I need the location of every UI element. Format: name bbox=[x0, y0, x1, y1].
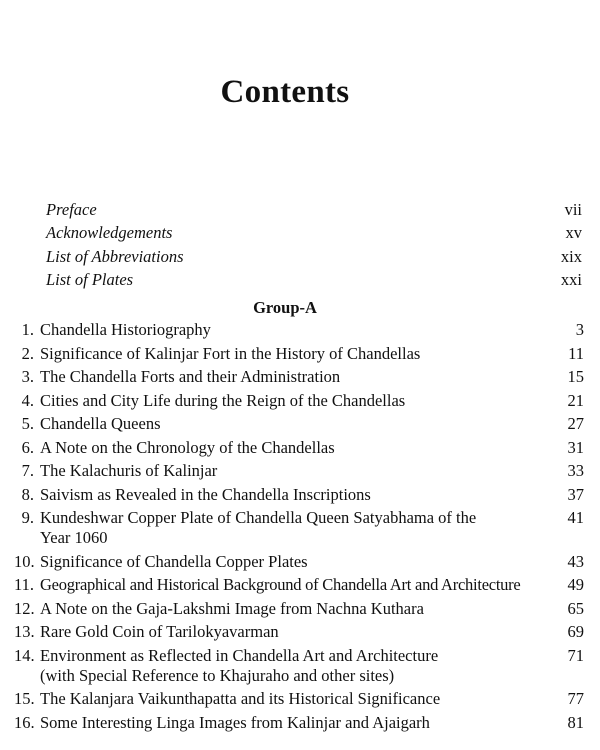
toc-entry-title-line: Environment as Reflected in Chandella Art and Architecture bbox=[40, 645, 439, 665]
front-matter-label: Acknowledgements bbox=[46, 223, 173, 243]
toc-entry bbox=[14, 391, 584, 411]
toc-entry-number: 5. bbox=[21, 414, 34, 433]
front-matter-page: xv bbox=[565, 223, 582, 243]
toc-entry bbox=[14, 508, 584, 548]
toc-entry-number: 16. bbox=[14, 712, 35, 732]
toc-entry-title-line: Rare Gold Coin of Tarilokyavarman bbox=[40, 622, 279, 641]
front-matter-page: vii bbox=[564, 200, 582, 219]
toc-entry bbox=[14, 599, 584, 619]
page-title: Contents bbox=[220, 74, 350, 110]
toc-entry-number: 11. bbox=[14, 575, 35, 594]
toc-entry-title bbox=[40, 485, 584, 505]
toc-entry bbox=[14, 622, 584, 642]
front-matter-label: Preface bbox=[46, 200, 97, 219]
toc-entry-number: 2. bbox=[21, 343, 34, 363]
front-matter-label: List of Abbreviations bbox=[46, 246, 184, 266]
toc-entry bbox=[14, 575, 584, 595]
toc-entry bbox=[14, 646, 584, 686]
toc-entry bbox=[14, 344, 584, 364]
toc-entry bbox=[14, 320, 584, 340]
front-matter-label: List of Plates bbox=[46, 269, 134, 289]
toc-entry-title bbox=[40, 414, 584, 434]
toc-entry-title-line: The Chandella Forts and their Administration bbox=[40, 367, 341, 386]
toc-entry bbox=[14, 414, 584, 434]
toc-entry-number: 1. bbox=[21, 320, 34, 339]
toc-entry-title bbox=[40, 622, 584, 642]
front-matter-item bbox=[46, 223, 582, 246]
toc-entry-title bbox=[40, 391, 584, 411]
toc-entry-page: 81 bbox=[567, 712, 584, 732]
toc-entry-title-line: A Note on the Gaja-Lakshmi Image from Nachna Kuthara bbox=[40, 598, 424, 618]
toc-entry-title bbox=[40, 689, 584, 709]
toc-entry bbox=[14, 367, 584, 387]
toc-entry bbox=[14, 552, 584, 572]
toc-entry-page: 65 bbox=[567, 598, 584, 618]
toc-entry-page: 11 bbox=[568, 343, 584, 363]
toc-entry-number: 14. bbox=[14, 645, 35, 665]
toc-entry-number: 15. bbox=[14, 689, 35, 708]
toc-entry-page: 71 bbox=[567, 645, 584, 665]
toc-entry-title-line: Geographical and Historical Background of Chandella Art and Architecture bbox=[40, 575, 521, 594]
toc-entry-title bbox=[40, 461, 584, 481]
front-matter-item bbox=[46, 270, 582, 293]
toc-entry-title-line: Chandella Queens bbox=[40, 414, 161, 433]
group-heading: Group-A bbox=[253, 298, 317, 317]
toc-entry-title-line: A Note on the Chronology of the Chandellas bbox=[40, 437, 335, 457]
toc-entry-page: 69 bbox=[567, 622, 584, 641]
toc-entry bbox=[14, 438, 584, 458]
toc-entry-number: 13. bbox=[14, 622, 35, 641]
toc-entry-page: 21 bbox=[567, 390, 584, 410]
toc-entry-page: 31 bbox=[567, 437, 584, 457]
toc-entry-title-line: (with Special Reference to Khajuraho and other sites) bbox=[40, 665, 395, 685]
front-matter-list bbox=[46, 200, 582, 293]
toc-entry-title-line: Chandella Historiography bbox=[40, 320, 211, 339]
front-matter-item bbox=[46, 200, 582, 223]
front-matter-page: xxi bbox=[560, 269, 582, 289]
toc-entry-number: 3. bbox=[21, 367, 34, 386]
toc-entry-page: 27 bbox=[567, 414, 584, 433]
toc-entry-title-line: Saivism as Revealed in the Chandella Inscriptions bbox=[40, 484, 371, 504]
toc-entry-title-line: The Kalanjara Vaikunthapatta and its Historical Significance bbox=[40, 689, 441, 708]
toc-entry-page: 15 bbox=[567, 367, 584, 386]
toc-list bbox=[14, 320, 584, 736]
toc-entry bbox=[14, 461, 584, 481]
toc-entry-title bbox=[40, 344, 584, 364]
toc-entry bbox=[14, 713, 584, 733]
toc-entry bbox=[14, 689, 584, 709]
toc-entry-title bbox=[40, 552, 584, 572]
toc-entry-number: 8. bbox=[21, 484, 34, 504]
toc-entry-title bbox=[40, 646, 584, 686]
toc-entry-title bbox=[40, 508, 584, 548]
toc-entry-number: 7. bbox=[21, 461, 34, 480]
toc-entry-title-line: Significance of Kalinjar Fort in the History of Chandellas bbox=[40, 343, 421, 363]
toc-entry-title bbox=[40, 713, 584, 733]
toc-entry-page: 41 bbox=[567, 508, 584, 527]
toc-entry-title-line: Year 1060 bbox=[40, 528, 108, 547]
toc-entry-page: 3 bbox=[575, 320, 584, 339]
toc-entry-title bbox=[40, 599, 584, 619]
toc-entry-number: 12. bbox=[14, 598, 35, 618]
toc-entry-title bbox=[40, 438, 584, 458]
toc-entry bbox=[14, 485, 584, 505]
toc-entry-title bbox=[40, 367, 584, 387]
toc-entry-title-line: Some Interesting Linga Images from Kalinjar and Ajaigarh bbox=[40, 712, 430, 732]
toc-entry-number: 6. bbox=[21, 437, 34, 457]
toc-entry-title bbox=[40, 575, 584, 595]
front-matter-page: xix bbox=[560, 246, 582, 266]
toc-entry-title bbox=[40, 320, 584, 340]
front-matter-item bbox=[46, 247, 582, 270]
toc-entry-page: 33 bbox=[567, 461, 584, 480]
toc-entry-page: 49 bbox=[567, 575, 584, 594]
toc-entry-page: 37 bbox=[567, 484, 584, 504]
toc-entry-title-line: Cities and City Life during the Reign of the Chandellas bbox=[40, 390, 406, 410]
toc-entry-page: 77 bbox=[567, 689, 584, 708]
toc-entry-number: 9. bbox=[21, 508, 34, 527]
toc-entry-title-line: The Kalachuris of Kalinjar bbox=[40, 461, 218, 480]
toc-entry-title-line: Significance of Chandella Copper Plates bbox=[40, 551, 308, 571]
toc-entry-page: 43 bbox=[567, 551, 584, 571]
toc-entry-title-line: Kundeshwar Copper Plate of Chandella Queen Satyabhama of the bbox=[40, 508, 477, 527]
toc-entry-number: 10. bbox=[14, 551, 35, 571]
toc-entry-number: 4. bbox=[21, 390, 34, 410]
